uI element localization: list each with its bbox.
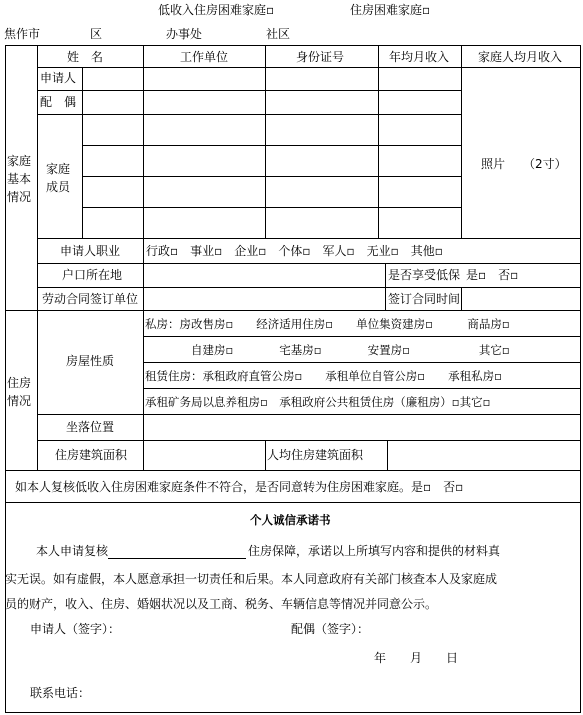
col-line <box>387 440 388 470</box>
row-line <box>37 414 580 415</box>
hukou-label: 户口所在地 <box>62 268 123 282</box>
col-line <box>461 287 462 310</box>
property-options-rental[interactable]: 租赁住房：承租政府直管公房▫ 承租单位自管公房▫ 承租私房▫ <box>145 369 502 383</box>
row-line <box>37 287 580 288</box>
row-line <box>82 207 461 208</box>
row-line <box>37 440 580 441</box>
housing-info-label: 住房 情况 <box>7 376 32 408</box>
pledge-text-start: 本人申请复核 <box>36 544 109 558</box>
row-label-applicant: 申请人 <box>40 71 77 85</box>
header-community: 社区 <box>266 27 291 41</box>
occupation-label: 申请人职业 <box>60 244 121 258</box>
location-label: 坐落位置 <box>66 420 115 434</box>
pledge-text-line3: 员的财产，收入、住房、婚姻状况以及工商、税务、车辆信息等情况并同意公示。 <box>5 597 438 611</box>
table-right-border <box>580 45 581 713</box>
header-type-housing-difficulty[interactable]: 住房困难家庭▫ <box>350 3 431 17</box>
property-type-label: 房屋性质 <box>66 354 115 368</box>
row-line <box>143 336 580 337</box>
pledge-text-line2: 实无误。如有虚假，本人愿意承担一切责任和后果。本人同意政府有关部门核查本人及家庭成 <box>5 572 498 586</box>
contract-unit-label: 劳动合同签订单位 <box>42 292 139 306</box>
per-capita-area-label: 人均住房建筑面积 <box>267 448 364 462</box>
row-line <box>143 362 580 363</box>
col-header-id-number: 身份证号 <box>296 50 345 64</box>
col-line <box>265 440 266 470</box>
header-city: 焦作市 <box>4 27 41 41</box>
row-label-family-members: 家庭 成员 <box>46 162 71 194</box>
row-line <box>37 67 580 68</box>
low-income-label: 是否享受低保 <box>388 268 461 282</box>
row-line <box>143 388 580 389</box>
header-office: 办事处 <box>166 27 203 41</box>
col-line <box>461 45 462 238</box>
header-type-low-income[interactable]: 低收入住房困难家庭▫ <box>158 3 275 17</box>
col-line <box>82 67 83 238</box>
table-left-border <box>5 45 6 713</box>
col-header-family-income: 家庭人均月收入 <box>478 50 563 64</box>
property-options-private-2[interactable]: 自建房▫ 宅基房▫ 安置房▫ 其它▫ <box>145 343 510 357</box>
table-top-border <box>5 45 580 46</box>
row-line <box>37 238 580 239</box>
row-line <box>37 263 580 264</box>
header-district: 区 <box>90 27 103 41</box>
col-line <box>37 45 38 470</box>
col-header-work-unit: 工作单位 <box>180 50 229 64</box>
table-bottom-border <box>5 712 580 713</box>
row-label-spouse: 配 偶 <box>40 95 77 109</box>
row-line <box>82 145 461 146</box>
col-header-monthly-income: 年均月收入 <box>389 50 450 64</box>
row-line <box>82 176 461 177</box>
property-options-rental-2[interactable]: 承租矿务局以息养租房▫ 承租政府公共租赁住房（廉租房）▫其它▫ <box>145 395 491 409</box>
section-line <box>5 310 580 311</box>
section-line <box>5 470 580 471</box>
spouse-signature-label: 配偶（签字）： <box>291 622 370 636</box>
col-line <box>385 263 386 310</box>
contact-phone-label: 联系电话： <box>30 686 91 700</box>
review-transfer-question[interactable]: 如本人复核低收入住房困难家庭条件不符合，是否同意转为住房困难家庭。是▫ 否▫ <box>15 480 464 494</box>
property-options-private[interactable]: 私房：房改售房▫ 经济适用住房▫ 单位集资建房▫ 商品房▫ <box>145 317 510 331</box>
photo-placeholder: 照片 （2寸） <box>481 157 567 171</box>
applicant-signature-label: 申请人（签字）： <box>30 622 121 636</box>
family-basic-info-label: 家庭 基本 情况 <box>7 154 32 204</box>
low-income-options[interactable]: 是▫ 否▫ <box>466 268 519 282</box>
col-line <box>265 45 266 238</box>
contract-time-label: 签订合同时间 <box>388 292 461 306</box>
col-line <box>378 45 379 238</box>
pledge-title: 个人诚信承诺书 <box>250 513 331 527</box>
occupation-options[interactable]: 行政▫ 事业▫ 企业▫ 个体▫ 军人▫ 无业▫ 其他▫ <box>146 244 443 258</box>
col-line <box>143 45 144 470</box>
col-header-name: 姓 名 <box>67 50 104 64</box>
pledge-fill-underline[interactable] <box>108 558 246 559</box>
row-line <box>37 90 461 91</box>
pledge-text-line1: 住房保障，承诺以上所填写内容和提供的材料真 <box>248 544 501 558</box>
row-line <box>37 114 461 115</box>
signature-date: 年 月 日 <box>374 651 459 665</box>
section-line <box>5 502 580 503</box>
building-area-label: 住房建筑面积 <box>55 448 128 462</box>
